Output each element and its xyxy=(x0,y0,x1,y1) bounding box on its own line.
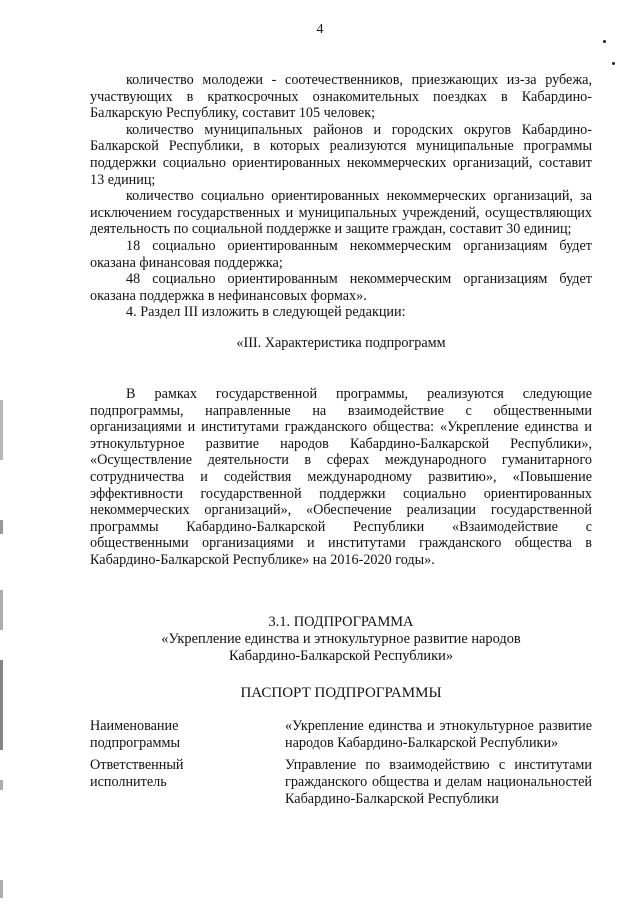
scan-speck xyxy=(612,62,615,65)
passport-label: Ответственный исполнитель xyxy=(90,757,184,790)
subprogram-title-line: «Укрепление единства и этнокультурное развитие народов xyxy=(161,631,521,647)
passport-label: Наименование подпрограммы xyxy=(90,718,180,751)
passport-value: «Укрепление единства и этнокультурное развитие народов Кабардино-Балкарской Республики» xyxy=(285,718,592,751)
body-text-main xyxy=(90,386,592,569)
scan-edge-mark xyxy=(0,780,3,790)
paragraph: количество молодежи - соотечественников, приезжающих из-за рубежа, участвующих в краткосрочных ознакомительных поездках в Кабардино-Балкарскую Республику, составит 105 человек; xyxy=(90,72,592,122)
paragraph: 48 социально ориентированным некоммерческим организациям будет оказана поддержка в нефинансовых формах». xyxy=(90,271,592,304)
passport-row xyxy=(90,718,592,752)
passport-row xyxy=(90,757,592,808)
paragraph: количество социально ориентированных некоммерческих организаций, за исключением государственных и муниципальных учреждений, осуществляющих деятельность по социальной поддержке и защите граждан, составит 30 единиц; xyxy=(90,188,592,238)
page-number: 4 xyxy=(316,22,324,37)
paragraph: В рамках государственной программы, реализуются следующие подпрограммы, направленные на взаимодействие с общественными организациями и институтами гражданского общества: «Укрепление единства и этнокультурное развитие народов Кабардино-Балкарской Республики», «Осуществление деятельности в сферах международного гуманитарного сотрудничества и содействия международному развитию», «Повышение эффективности государственной поддержки социально ориентированных некоммерческих организаций», «Обеспечение реализации государственной программы Кабардино-Балкарской Республики «Взаимодействие с общественными организациями и институтами гражданского общества в Кабардино-Балкарской Республике» на 2016-2020 годы». xyxy=(90,386,592,568)
section-title: «III. Характеристика подпрограмм xyxy=(236,335,446,352)
subprogram-number: 3.1. ПОДПРОГРАММА xyxy=(268,614,414,630)
paragraph: 4. Раздел III изложить в следующей редакции: xyxy=(126,304,406,321)
scan-edge-mark xyxy=(0,590,3,630)
scan-edge-mark xyxy=(0,520,3,534)
scan-edge-mark xyxy=(0,400,3,460)
subprogram-title-line: Кабардино-Балкарской Республики» xyxy=(228,648,454,664)
passport-value: Управление по взаимодействию с институтами гражданского общества и делам национальностей Кабардино-Балкарской Республики xyxy=(285,757,592,807)
subprogram-heading xyxy=(90,614,592,665)
paragraph: количество муниципальных районов и городских округов Кабардино-Балкарской Республики, в которых реализуются муниципальные программы поддержки социально ориентированных некоммерческих организаций, составит 13 единиц; xyxy=(90,121,592,188)
passport-title: ПАСПОРТ ПОДПРОГРАММЫ xyxy=(240,685,442,701)
scan-edge-mark xyxy=(0,660,3,750)
scan-edge-mark xyxy=(0,880,3,898)
paragraph: 18 социально ориентированным некоммерческим организациям будет оказана финансовая поддержка; xyxy=(90,237,592,271)
scan-speck xyxy=(603,40,606,43)
body-text-top xyxy=(90,72,592,366)
passport-table xyxy=(90,718,592,813)
